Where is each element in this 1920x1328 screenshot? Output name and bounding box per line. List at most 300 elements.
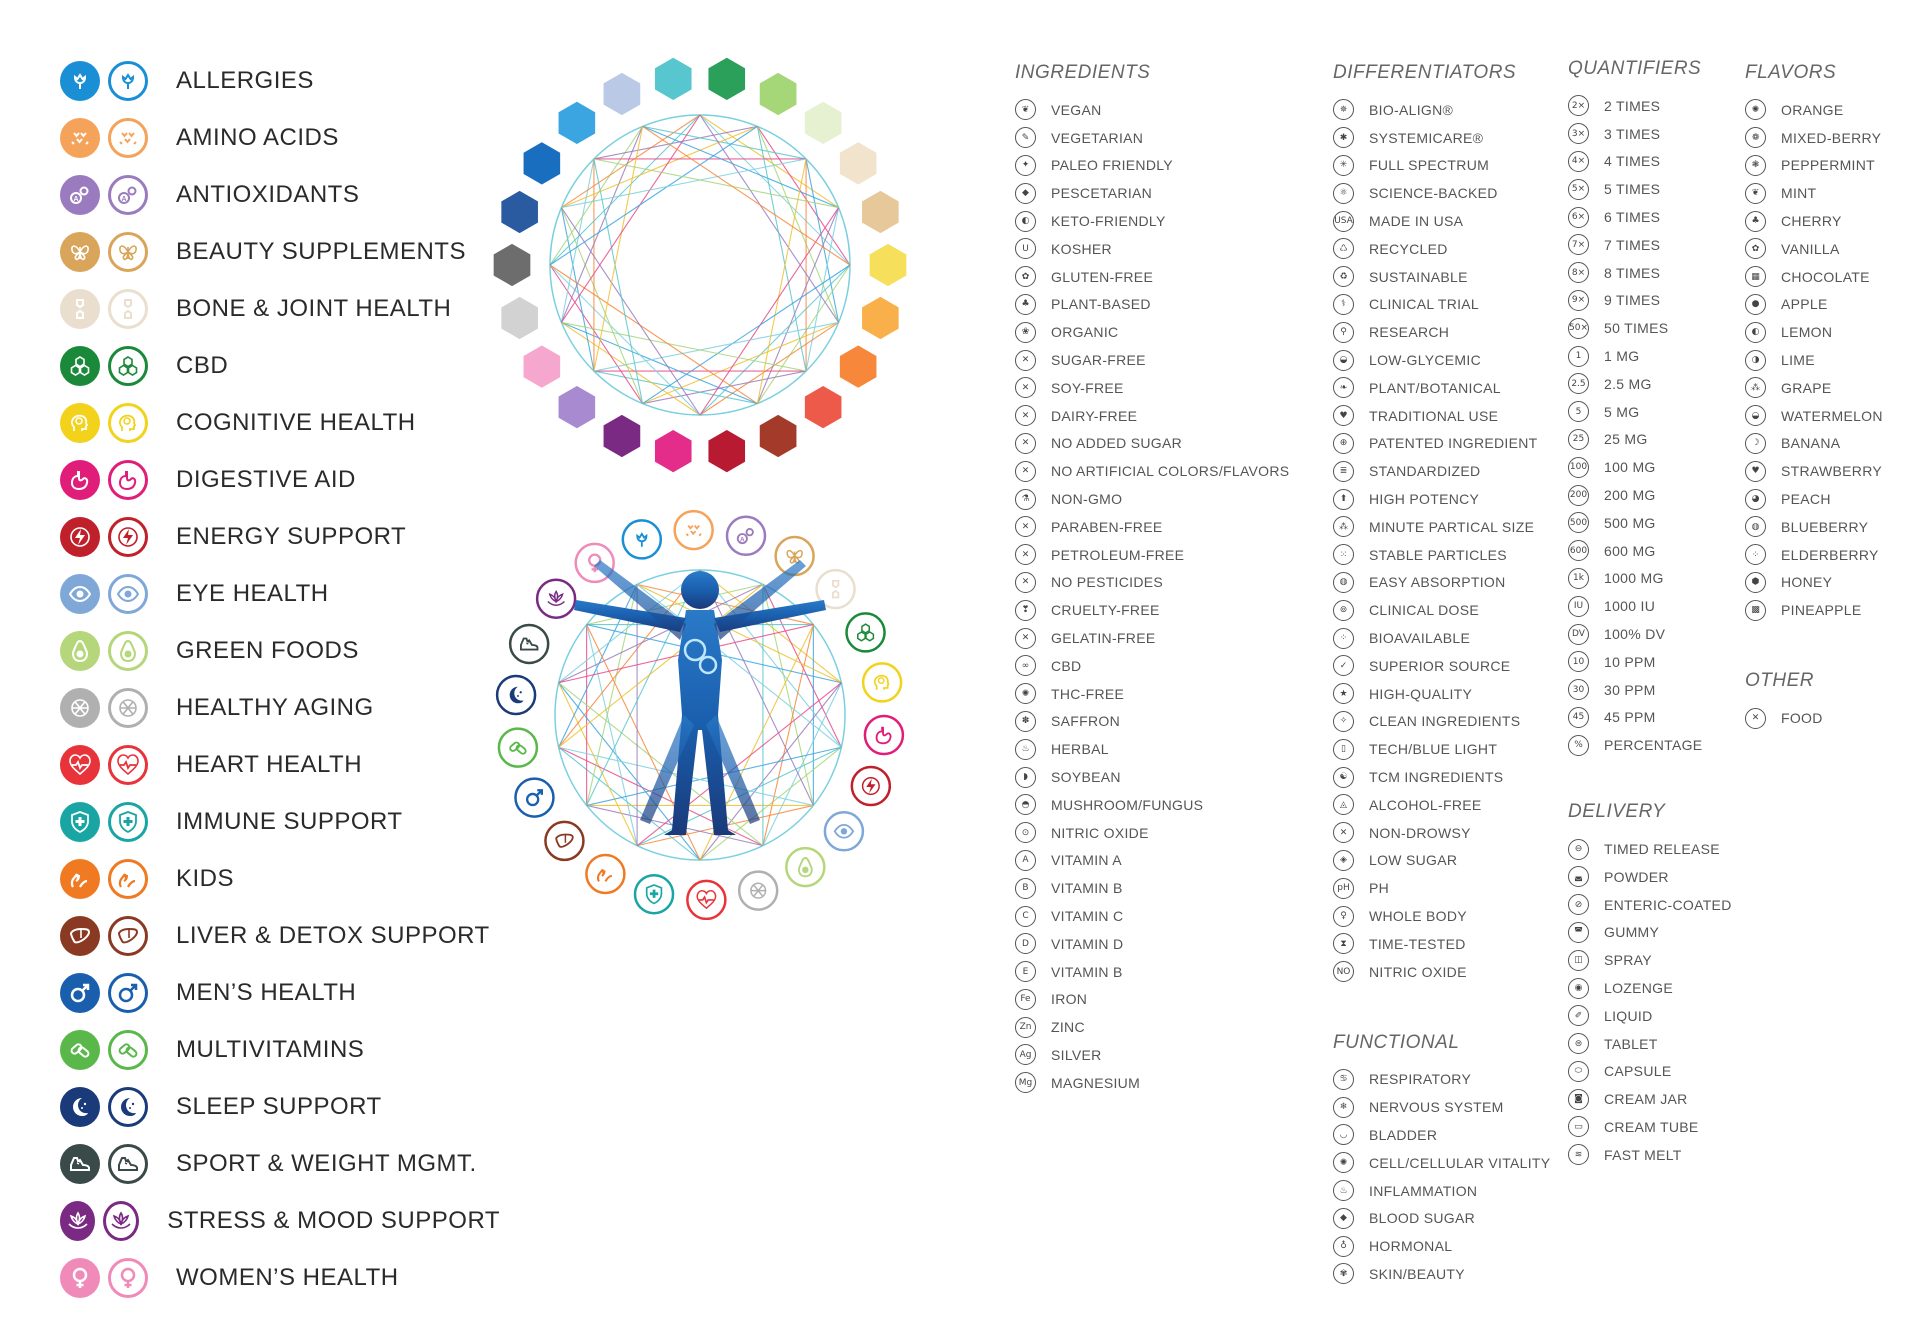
ring-category-icon [863,663,901,701]
icon-list-item [1333,152,1550,180]
attribute-label: VITAMIN C [1051,908,1124,924]
icon-list-item [1568,835,1732,863]
icon-list-item [1333,430,1550,458]
attribute-label: 4 TIMES [1604,153,1661,170]
ring-category-icon [510,625,548,663]
attribute-label: KOSHER [1051,240,1112,257]
attribute-icon: ◈ [1333,850,1354,871]
female-symbol-outline-icon [108,1258,148,1298]
attribute-icon: ✺ [1015,683,1036,704]
attribute-label: 1000 MG [1604,570,1664,587]
attribute-label: BIOAVAILABLE [1369,630,1471,647]
attribute-icon: ✕ [1015,350,1036,371]
icon-list-item [1568,620,1732,648]
butterfly-outline-icon [108,232,148,272]
icon-list-item [1745,124,1883,152]
attribute-icon: ⬆ [1333,489,1354,510]
icon-list-item [1568,120,1732,148]
attribute-icon: ✓ [1333,655,1354,676]
icon-list-item [1568,565,1732,593]
ring-category-icon [586,855,624,893]
attribute-label: BIO-ALIGN® [1369,101,1454,118]
category-label: WOMEN’S HEALTH [176,1263,399,1291]
attribute-icon: ♋ [1333,1069,1354,1090]
icon-list-item [1568,314,1732,342]
attribute-icon: ❣ [1015,600,1036,621]
icon-list-item [1015,96,1289,124]
color-hexagon [558,101,596,145]
attribute-label: BLADDER [1369,1126,1438,1143]
attribute-icon: ✕ [1015,628,1036,649]
attribute-icon: ◐ [1745,322,1766,343]
icon-list-item [1333,485,1550,513]
attribute-label: MIXED-BERRY [1781,129,1882,146]
icon-list-item [1745,374,1883,402]
attribute-icon: ✺ [1333,1152,1354,1173]
attribute-icon: ❃ [1745,155,1766,176]
attribute-label: PINEAPPLE [1781,602,1862,619]
attribute-icon: A [1015,850,1036,871]
attribute-label: CREAM TUBE [1604,1118,1699,1135]
attribute-icon: ✕ [1015,544,1036,565]
section-title: FLAVORS [1745,62,1837,83]
attribute-label: RESPIRATORY [1369,1071,1472,1088]
icon-list-item [1745,513,1883,541]
attribute-icon: ✕ [1015,572,1036,593]
attribute-label: HIGH-QUALITY [1369,685,1473,702]
attribute-icon: 8× [1568,262,1589,283]
attribute-icon: ☯ [1333,767,1354,788]
attribute-label: CBD [1051,657,1082,674]
category-label: GREEN FOODS [176,636,359,664]
category-label: CBD [176,351,229,379]
avocado-outline-icon [108,631,148,671]
connector-line [757,126,838,322]
color-hexagon [523,345,561,389]
icon-list-item [1015,235,1289,263]
attribute-label: EASY ABSORPTION [1369,574,1506,591]
icon-list-item [1568,537,1732,565]
attribute-label: CREAM JAR [1604,1091,1688,1108]
icon-list-item [1568,370,1732,398]
attribute-icon: ✳ [1333,155,1354,176]
attribute-icon: ⊙ [1015,822,1036,843]
ring-category-icon [537,580,575,618]
category-row [60,1192,500,1249]
icon-list-item [1333,346,1550,374]
brain-head-outline-icon [108,403,148,443]
attribute-label: RECYCLED [1369,240,1448,257]
section-title: DELIVERY [1568,801,1666,823]
flower-outline-icon [108,61,148,101]
attribute-label: ZINC [1051,1019,1085,1036]
category-row [60,565,500,622]
attribute-icon: 10 [1568,651,1589,672]
icon-list-item [1333,874,1550,902]
attribute-icon: 6× [1568,207,1589,228]
attribute-icon: 7× [1568,234,1589,255]
icon-list-item [1333,318,1550,346]
functional-list [1333,1066,1550,1288]
attribute-icon: D [1015,933,1036,954]
attribute-icon: ★ [1333,683,1354,704]
attribute-label: 8 TIMES [1604,264,1661,281]
icon-list-item [1015,680,1289,708]
icon-list-item [1015,1069,1289,1097]
attribute-icon: ⊘ [1568,894,1589,915]
other-list [1745,704,1883,732]
attribute-label: STRAWBERRY [1781,463,1883,480]
icon-list-item [1745,207,1883,235]
connector-line [561,322,757,403]
attribute-label: LOW-GLYCEMIC [1369,352,1481,369]
icon-list-item [1015,708,1289,736]
attribute-label: SOYBEAN [1051,769,1121,786]
lotus-icon [60,1201,95,1241]
attribute-icon: ◗ [1015,767,1036,788]
icon-list-item [1333,819,1550,847]
attribute-icon: ⁂ [1745,377,1766,398]
attribute-label: CHERRY [1781,213,1842,230]
liver-icon [60,916,100,956]
attribute-label: PESCETARIAN [1051,185,1153,202]
attribute-icon: 9× [1568,290,1589,311]
flower-icon [60,61,100,101]
delivery-list [1568,835,1732,1169]
attribute-label: LIME [1781,352,1815,369]
cbd-molecule-icon [60,346,100,386]
icon-list-item [1333,930,1550,958]
connector-line [643,126,839,207]
attribute-label: 5 MG [1604,403,1640,420]
attribute-icon: ◐ [1015,211,1036,232]
attribute-icon: ⚲ [1333,322,1354,343]
attribute-icon: ✕ [1015,433,1036,454]
attribute-icon: ✱ [1333,127,1354,148]
icon-list-item [1015,930,1289,958]
icon-list-item [1333,1204,1550,1232]
attribute-label: ELDERBERRY [1781,546,1879,563]
attribute-icon: ≋ [1568,1144,1589,1165]
attribute-label: POWDER [1604,868,1669,885]
attribute-icon: ⊚ [1333,600,1354,621]
attribute-label: CRUELTY-FREE [1051,602,1160,619]
attribute-icon: 200 [1568,485,1589,506]
attribute-label: 1000 IU [1604,598,1656,615]
attribute-icon: ☽ [1745,433,1766,454]
stomach-outline-icon [108,460,148,500]
attribute-label: STABLE PARTICLES [1369,546,1507,563]
icon-list-item [1015,318,1289,346]
attribute-label: 5 TIMES [1604,181,1661,198]
attribute-icon: ✽ [1015,711,1036,732]
icon-list-item [1333,596,1550,624]
icon-list-item [1568,1058,1732,1086]
category-label: HEART HEALTH [176,750,363,778]
category-label: EYE HEALTH [176,579,329,607]
attribute-icon: ✿ [1745,238,1766,259]
attribute-icon: ♻ [1333,266,1354,287]
icon-list-item [1568,1030,1732,1058]
attribute-label: GUMMY [1604,924,1660,941]
icon-list-item [1015,596,1289,624]
attribute-icon: 2.5 [1568,373,1589,394]
wheel-ring [550,115,850,415]
icon-list-item [1333,457,1550,485]
icon-list-item [1568,481,1732,509]
icon-list-item [1745,318,1883,346]
attribute-icon: ✦ [1015,155,1036,176]
category-row [60,679,500,736]
icon-list-item [1333,791,1550,819]
flavors-list [1745,96,1883,624]
attribute-label: SUGAR-FREE [1051,352,1146,369]
attribute-icon: ⚛ [1333,183,1354,204]
attribute-icon: Mg [1015,1072,1036,1093]
icon-list-item [1568,648,1732,676]
hands-icon [60,859,100,899]
color-hexagon [501,190,539,234]
svg-text:A: A [740,536,745,544]
icon-list-item [1568,426,1732,454]
icon-list-item [1333,624,1550,652]
attribute-icon: 5× [1568,179,1589,200]
icon-list-item [1015,569,1289,597]
attribute-label: PLANT-BASED [1051,296,1151,313]
attribute-label: SAFFRON [1051,713,1120,730]
stomach-icon [60,460,100,500]
icon-list-item [1333,124,1550,152]
icon-list-item [1333,958,1550,986]
attribute-icon: ◉ [1568,978,1589,999]
attribute-label: GRAPE [1781,379,1832,396]
attribute-label: CLINICAL DOSE [1369,602,1479,619]
category-row [60,1021,500,1078]
icon-list-item [1568,342,1732,370]
icon-list-item [1333,1121,1550,1149]
attribute-label: SILVER [1051,1046,1102,1063]
attribute-icon: Zn [1015,1017,1036,1038]
female-symbol-icon [60,1258,100,1298]
attribute-icon: ⁙ [1333,544,1354,565]
icon-list-item [1568,175,1732,203]
attribute-icon: 3× [1568,123,1589,144]
attribute-icon: 25 [1568,429,1589,450]
attribute-icon: 4× [1568,151,1589,172]
attribute-label: IRON [1051,991,1088,1008]
color-hexagon [708,57,746,101]
icon-list-item [1568,676,1732,704]
attribute-icon: Fe [1015,989,1036,1010]
attribute-icon: 1k [1568,568,1589,589]
attribute-label: 7 TIMES [1604,236,1661,253]
category-row [60,907,500,964]
attribute-label: CELL/CELLULAR VITALITY [1369,1154,1551,1171]
attribute-label: PERCENTAGE [1604,737,1703,754]
attribute-label: MUSHROOM/FUNGUS [1051,796,1204,813]
category-row [60,508,500,565]
category-label: MEN’S HEALTH [176,978,357,1006]
category-label: COGNITIVE HEALTH [176,408,416,436]
attribute-label: NERVOUS SYSTEM [1369,1099,1504,1116]
flavors-column [1745,62,1883,732]
attribute-icon: Ag [1015,1044,1036,1065]
icon-list-item [1745,430,1883,458]
attribute-icon: ♁ [1333,1236,1354,1257]
section-title: INGREDIENTS [1015,62,1151,83]
icon-list-item [1333,763,1550,791]
color-hexagon [654,57,692,101]
capsules-icon [60,1030,100,1070]
attribute-icon: ✐ [1568,1005,1589,1026]
icon-list-item [1015,207,1289,235]
brain-head-icon [60,403,100,443]
attribute-label: WHOLE BODY [1369,908,1467,924]
attribute-label: VITAMIN A [1051,852,1122,869]
category-row [60,166,500,223]
attribute-icon: C [1015,906,1036,927]
icon-list-item [1015,374,1289,402]
attribute-icon: U [1015,238,1036,259]
attribute-icon: ◆ [1015,183,1036,204]
ring-category-icon [687,881,725,919]
category-row [60,223,500,280]
section-title: FUNCTIONAL [1333,1031,1460,1053]
attribute-icon: ⧗ [1333,933,1354,954]
icon-list-item [1333,708,1550,736]
icon-list-item [1745,457,1883,485]
connector-line [561,126,757,207]
attribute-label: SCIENCE-BACKED [1369,185,1498,202]
attribute-label: INFLAMMATION [1369,1182,1478,1199]
category-row [60,1078,500,1135]
category-label: BEAUTY SUPPLEMENTS [176,237,466,265]
attribute-label: 25 MG [1604,431,1648,448]
attribute-label: TIME-TESTED [1369,935,1466,952]
category-row [60,964,500,1021]
category-label: AMINO ACIDS [176,123,339,151]
category-row [60,1249,500,1306]
attribute-icon: ◒ [1333,350,1354,371]
category-label: SPORT & WEIGHT MGMT. [176,1149,477,1177]
attribute-label: NO ARTIFICIAL COLORS/FLAVORS [1051,463,1290,480]
attribute-label: 200 MG [1604,487,1656,504]
attribute-label: VANILLA [1781,240,1840,257]
attribute-label: 100 MG [1604,459,1656,476]
attribute-label: PATENTED INGREDIENT [1369,435,1538,452]
attribute-label: KETO-FRIENDLY [1051,213,1166,230]
category-label: HEALTHY AGING [176,693,374,721]
attribute-label: APPLE [1781,296,1828,313]
category-row [60,280,500,337]
attribute-icon: ⊕ [1333,433,1354,454]
icon-list-item [1015,457,1289,485]
icon-list-item [1333,1232,1550,1260]
attribute-label: THC-FREE [1051,685,1125,702]
section-title: QUANTIFIERS [1568,58,1702,79]
attribute-icon: 1 [1568,346,1589,367]
attribute-label: CHOCOLATE [1781,268,1870,285]
attribute-label: VITAMIN B [1051,880,1123,897]
health-category-legend [60,52,500,1306]
category-label: ANTIOXIDANTS [176,180,360,208]
connector-line [643,322,839,403]
attribute-label: TIMED RELEASE [1604,841,1720,858]
quantifiers-column [1568,58,1732,1169]
attribute-label: TCM INGREDIENTS [1369,769,1504,786]
attribute-icon: ⚗ [1015,489,1036,510]
attribute-label: 30 PPM [1604,681,1656,698]
icon-list-item [1568,891,1732,919]
attribute-label: SYSTEMICARE® [1369,129,1484,146]
attribute-icon: ≣ [1333,461,1354,482]
ring-category-icon [515,779,553,817]
attribute-label: DAIRY-FREE [1051,407,1138,424]
attribute-icon: ◕ [1745,489,1766,510]
attribute-label: PEACH [1781,491,1831,508]
icon-list-item [1745,346,1883,374]
icon-list-item [1015,513,1289,541]
attribute-label: 500 MG [1604,514,1656,531]
attribute-icon: ✕ [1015,516,1036,537]
attribute-icon: 2× [1568,95,1589,116]
attribute-icon: USA [1333,211,1354,232]
icon-list-item [1333,652,1550,680]
attribute-icon: ⊜ [1568,1033,1589,1054]
attribute-icon: E [1015,961,1036,982]
attribute-label: MAGNESIUM [1051,1074,1141,1091]
lotus-outline-icon [103,1201,139,1241]
attribute-icon: ◓ [1015,794,1036,815]
quantifiers-list [1568,92,1732,759]
section-title: OTHER [1745,670,1814,692]
icon-list-item [1568,398,1732,426]
attribute-icon: 30 [1568,679,1589,700]
icon-list-item [1568,704,1732,732]
differentiators-column [1333,62,1550,1288]
category-label: MULTIVITAMINS [176,1035,365,1063]
attribute-icon: ▭ [1568,1116,1589,1137]
attribute-icon: ⚕ [1333,294,1354,315]
attribute-icon: ⬢ [1745,572,1766,593]
icon-list-item [1568,1002,1732,1030]
attribute-icon: 600 [1568,540,1589,561]
icon-list-item [1333,680,1550,708]
attribute-icon: ◒ [1745,405,1766,426]
connector-line [637,584,841,682]
icon-list-item [1015,485,1289,513]
attribute-label: NO ADDED SUGAR [1051,435,1182,452]
attribute-icon: ✕ [1015,377,1036,398]
icon-list-item [1015,179,1289,207]
icon-list-item [1333,179,1550,207]
icon-list-item [1745,485,1883,513]
connector-line [559,683,637,846]
attribute-icon: 50× [1568,318,1589,339]
attribute-icon: ✕ [1333,822,1354,843]
icon-list-item [1015,763,1289,791]
icon-list-item [1568,1141,1732,1169]
attribute-icon: ✕ [1745,708,1766,729]
attribute-label: 6 TIMES [1604,209,1661,226]
attribute-label: NITRIC OXIDE [1369,963,1467,980]
icon-list-item [1745,596,1883,624]
icon-list-item [1333,735,1550,763]
icon-list-item [1568,509,1732,537]
attribute-label: NO PESTICIDES [1051,574,1164,591]
lightning-outline-icon [108,517,148,557]
icon-list-item [1745,291,1883,319]
